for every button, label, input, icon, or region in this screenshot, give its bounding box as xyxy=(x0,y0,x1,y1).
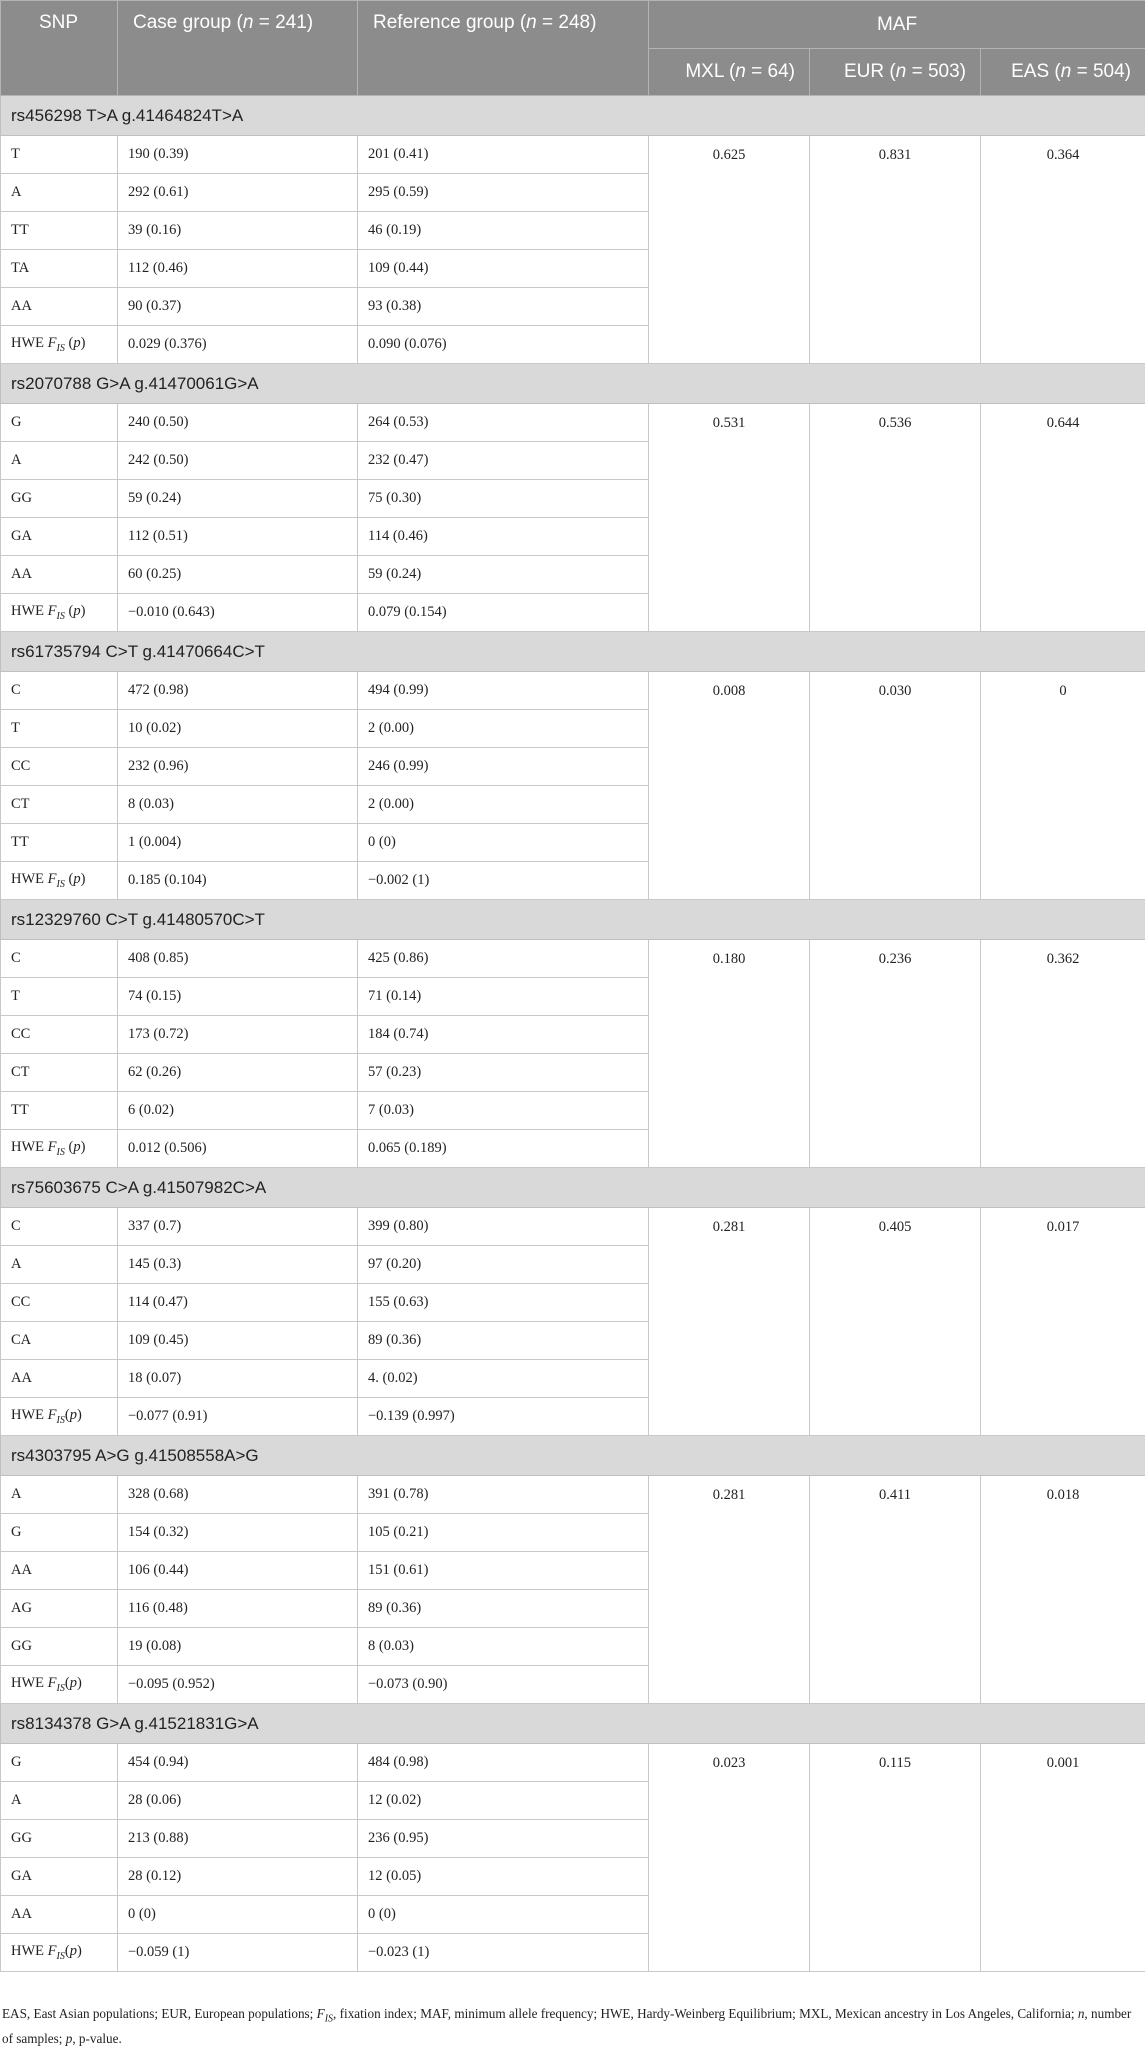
genotype-label: A xyxy=(1,1476,118,1514)
reference-value: 75 (0.30) xyxy=(358,480,649,518)
reference-value: 59 (0.24) xyxy=(358,556,649,594)
snp-group-header xyxy=(1,900,1145,940)
case-value: 18 (0.07) xyxy=(118,1360,358,1398)
case-value: 292 (0.61) xyxy=(118,174,358,212)
maf-eur-value: 0.831 xyxy=(810,136,981,364)
reference-value: 0 (0) xyxy=(358,1896,649,1934)
header-mxl: MXL (n = 64) xyxy=(649,49,810,96)
case-value: 240 (0.50) xyxy=(118,404,358,442)
snp-group-title: rs12329760 C>T g.41480570C>T xyxy=(1,900,1145,940)
reference-value: 105 (0.21) xyxy=(358,1514,649,1552)
reference-value: 2 (0.00) xyxy=(358,786,649,824)
reference-value: 4. (0.02) xyxy=(358,1360,649,1398)
case-value: 1 (0.004) xyxy=(118,824,358,862)
genotype-label: TT xyxy=(1,212,118,250)
snp-group-title: rs4303795 A>G g.41508558A>G xyxy=(1,1436,1145,1476)
genotype-label: HWE $F_{IS}$ (p) xyxy=(1,594,118,632)
reference-value: 7 (0.03) xyxy=(358,1092,649,1130)
reference-value: 201 (0.41) xyxy=(358,136,649,174)
case-value: 454 (0.94) xyxy=(118,1744,358,1782)
genotype-label: G xyxy=(1,404,118,442)
genotype-label: HWE $F_{IS}(p)$ xyxy=(1,1398,118,1436)
case-value: 112 (0.46) xyxy=(118,250,358,288)
table-body xyxy=(1,96,1145,1972)
case-value: 0 (0) xyxy=(118,1896,358,1934)
reference-value: 184 (0.74) xyxy=(358,1016,649,1054)
case-value: 90 (0.37) xyxy=(118,288,358,326)
case-value: 10 (0.02) xyxy=(118,710,358,748)
header-case-group: Case group (n = 241) xyxy=(118,1,358,96)
genotype-label: T xyxy=(1,978,118,1016)
case-value: 328 (0.68) xyxy=(118,1476,358,1514)
case-value: 154 (0.32) xyxy=(118,1514,358,1552)
maf-mxl-value: 0.008 xyxy=(649,672,810,900)
genotype-label: CC xyxy=(1,748,118,786)
snp-group-header xyxy=(1,1436,1145,1476)
reference-value: 295 (0.59) xyxy=(358,174,649,212)
reference-value: 264 (0.53) xyxy=(358,404,649,442)
snp-group-header xyxy=(1,1704,1145,1744)
case-value: 337 (0.7) xyxy=(118,1208,358,1246)
reference-value: 0.065 (0.189) xyxy=(358,1130,649,1168)
header-snp: SNP xyxy=(1,1,118,96)
genotype-label: G xyxy=(1,1514,118,1552)
genotype-label: CT xyxy=(1,1054,118,1092)
case-value: 242 (0.50) xyxy=(118,442,358,480)
reference-value: 2 (0.00) xyxy=(358,710,649,748)
table-row xyxy=(1,940,1145,978)
maf-eur-value: 0.536 xyxy=(810,404,981,632)
maf-eas-value: 0.644 xyxy=(981,404,1145,632)
table-row xyxy=(1,136,1145,174)
case-value: 0.012 (0.506) xyxy=(118,1130,358,1168)
maf-eas-value: 0.362 xyxy=(981,940,1145,1168)
maf-eas-value: 0.017 xyxy=(981,1208,1145,1436)
case-value: 114 (0.47) xyxy=(118,1284,358,1322)
genotype-label: HWE $F_{IS}(p)$ xyxy=(1,1934,118,1972)
reference-value: 0 (0) xyxy=(358,824,649,862)
header-maf: MAF xyxy=(649,1,1145,49)
case-value: 116 (0.48) xyxy=(118,1590,358,1628)
reference-value: 109 (0.44) xyxy=(358,250,649,288)
genotype-label: HWE $F_{IS}$ (p) xyxy=(1,1130,118,1168)
case-value: 472 (0.98) xyxy=(118,672,358,710)
table-row xyxy=(1,404,1145,442)
genotype-label: HWE $F_{IS}(p)$ xyxy=(1,1666,118,1704)
genotype-label: T xyxy=(1,710,118,748)
reference-value: 97 (0.20) xyxy=(358,1246,649,1284)
reference-value: −0.139 (0.997) xyxy=(358,1398,649,1436)
table-footnote: EAS, East Asian populations; EUR, European populations; $F_{IS}$, fixation index; MAF, minimum allele frequency; HWE, Hardy-Weinberg Equilibrium; MXL, Mexican ancestry in Los Angeles, California; n, number of samples; p, p-value. xyxy=(0,2004,1132,2048)
case-value: 173 (0.72) xyxy=(118,1016,358,1054)
header-eur: EUR (n = 503) xyxy=(810,49,981,96)
table-row xyxy=(1,1476,1145,1514)
genotype-label: AA xyxy=(1,1896,118,1934)
snp-group-title: rs61735794 C>T g.41470664C>T xyxy=(1,632,1145,672)
maf-mxl-value: 0.281 xyxy=(649,1476,810,1704)
case-value: 0.185 (0.104) xyxy=(118,862,358,900)
case-value: 0.029 (0.376) xyxy=(118,326,358,364)
maf-eur-value: 0.115 xyxy=(810,1744,981,1972)
snp-group-header xyxy=(1,96,1145,136)
case-value: 109 (0.45) xyxy=(118,1322,358,1360)
case-value: 39 (0.16) xyxy=(118,212,358,250)
table-header xyxy=(1,1,1145,96)
genotype-label: CT xyxy=(1,786,118,824)
maf-eas-value: 0.001 xyxy=(981,1744,1145,1972)
case-value: 190 (0.39) xyxy=(118,136,358,174)
reference-value: 494 (0.99) xyxy=(358,672,649,710)
genotype-label: TT xyxy=(1,1092,118,1130)
genotype-label: AA xyxy=(1,556,118,594)
reference-value: 12 (0.02) xyxy=(358,1782,649,1820)
maf-mxl-value: 0.625 xyxy=(649,136,810,364)
reference-value: 93 (0.38) xyxy=(358,288,649,326)
genotype-label: T xyxy=(1,136,118,174)
table-row xyxy=(1,672,1145,710)
case-value: 28 (0.12) xyxy=(118,1858,358,1896)
genotype-label: AG xyxy=(1,1590,118,1628)
snp-group-title: rs2070788 G>A g.41470061G>A xyxy=(1,364,1145,404)
case-value: −0.095 (0.952) xyxy=(118,1666,358,1704)
genotype-label: C xyxy=(1,672,118,710)
case-value: 19 (0.08) xyxy=(118,1628,358,1666)
case-value: 145 (0.3) xyxy=(118,1246,358,1284)
genotype-label: GG xyxy=(1,1820,118,1858)
genotype-label: G xyxy=(1,1744,118,1782)
case-value: 59 (0.24) xyxy=(118,480,358,518)
reference-value: 232 (0.47) xyxy=(358,442,649,480)
genotype-label: A xyxy=(1,174,118,212)
genotype-label: CA xyxy=(1,1322,118,1360)
reference-value: 89 (0.36) xyxy=(358,1322,649,1360)
reference-value: 425 (0.86) xyxy=(358,940,649,978)
genotype-label: A xyxy=(1,442,118,480)
maf-mxl-value: 0.180 xyxy=(649,940,810,1168)
genotype-label: A xyxy=(1,1246,118,1284)
reference-value: −0.073 (0.90) xyxy=(358,1666,649,1704)
genotype-label: HWE $F_{IS}$ (p) xyxy=(1,326,118,364)
reference-value: 236 (0.95) xyxy=(358,1820,649,1858)
case-value: 74 (0.15) xyxy=(118,978,358,1016)
snp-group-title: rs75603675 C>A g.41507982C>A xyxy=(1,1168,1145,1208)
reference-value: 399 (0.80) xyxy=(358,1208,649,1246)
reference-value: 114 (0.46) xyxy=(358,518,649,556)
genotype-label: CC xyxy=(1,1016,118,1054)
case-value: 60 (0.25) xyxy=(118,556,358,594)
genotype-label: AA xyxy=(1,1360,118,1398)
maf-eas-value: 0.018 xyxy=(981,1476,1145,1704)
genotype-label: GA xyxy=(1,1858,118,1896)
genotype-label: TT xyxy=(1,824,118,862)
maf-mxl-value: 0.531 xyxy=(649,404,810,632)
snp-group-header xyxy=(1,364,1145,404)
case-value: −0.010 (0.643) xyxy=(118,594,358,632)
genotype-label: C xyxy=(1,940,118,978)
genotype-label: GG xyxy=(1,1628,118,1666)
maf-eur-value: 0.030 xyxy=(810,672,981,900)
reference-value: 12 (0.05) xyxy=(358,1858,649,1896)
maf-eur-value: 0.236 xyxy=(810,940,981,1168)
genotype-label: HWE $F_{IS}$ (p) xyxy=(1,862,118,900)
case-value: −0.077 (0.91) xyxy=(118,1398,358,1436)
case-value: 8 (0.03) xyxy=(118,786,358,824)
case-value: 408 (0.85) xyxy=(118,940,358,978)
case-value: 6 (0.02) xyxy=(118,1092,358,1130)
maf-eas-value: 0 xyxy=(981,672,1145,900)
table-row xyxy=(1,1208,1145,1246)
genotype-label: GG xyxy=(1,480,118,518)
genotype-label: C xyxy=(1,1208,118,1246)
genotype-label: A xyxy=(1,1782,118,1820)
genotype-label: TA xyxy=(1,250,118,288)
maf-eas-value: 0.364 xyxy=(981,136,1145,364)
reference-value: 8 (0.03) xyxy=(358,1628,649,1666)
genotype-label: CC xyxy=(1,1284,118,1322)
reference-value: 151 (0.61) xyxy=(358,1552,649,1590)
case-value: 232 (0.96) xyxy=(118,748,358,786)
genotype-label: GA xyxy=(1,518,118,556)
snp-group-title: rs8134378 G>A g.41521831G>A xyxy=(1,1704,1145,1744)
header-eas: EAS (n = 504) xyxy=(981,49,1145,96)
case-value: 106 (0.44) xyxy=(118,1552,358,1590)
reference-value: −0.023 (1) xyxy=(358,1934,649,1972)
table-row xyxy=(1,1744,1145,1782)
reference-value: 89 (0.36) xyxy=(358,1590,649,1628)
snp-group-header xyxy=(1,632,1145,672)
case-value: 112 (0.51) xyxy=(118,518,358,556)
reference-value: 57 (0.23) xyxy=(358,1054,649,1092)
case-value: 62 (0.26) xyxy=(118,1054,358,1092)
maf-eur-value: 0.405 xyxy=(810,1208,981,1436)
reference-value: 391 (0.78) xyxy=(358,1476,649,1514)
snp-group-title: rs456298 T>A g.41464824T>A xyxy=(1,96,1145,136)
maf-eur-value: 0.411 xyxy=(810,1476,981,1704)
maf-mxl-value: 0.281 xyxy=(649,1208,810,1436)
case-value: 28 (0.06) xyxy=(118,1782,358,1820)
snp-group-header xyxy=(1,1168,1145,1208)
reference-value: 46 (0.19) xyxy=(358,212,649,250)
case-value: −0.059 (1) xyxy=(118,1934,358,1972)
genotype-label: AA xyxy=(1,288,118,326)
reference-value: 155 (0.63) xyxy=(358,1284,649,1322)
reference-value: 246 (0.99) xyxy=(358,748,649,786)
case-value: 213 (0.88) xyxy=(118,1820,358,1858)
reference-value: 71 (0.14) xyxy=(358,978,649,1016)
reference-value: 0.090 (0.076) xyxy=(358,326,649,364)
reference-value: −0.002 (1) xyxy=(358,862,649,900)
genotype-label: AA xyxy=(1,1552,118,1590)
header-reference-group: Reference group (n = 248) xyxy=(358,1,649,96)
maf-mxl-value: 0.023 xyxy=(649,1744,810,1972)
reference-value: 484 (0.98) xyxy=(358,1744,649,1782)
reference-value: 0.079 (0.154) xyxy=(358,594,649,632)
